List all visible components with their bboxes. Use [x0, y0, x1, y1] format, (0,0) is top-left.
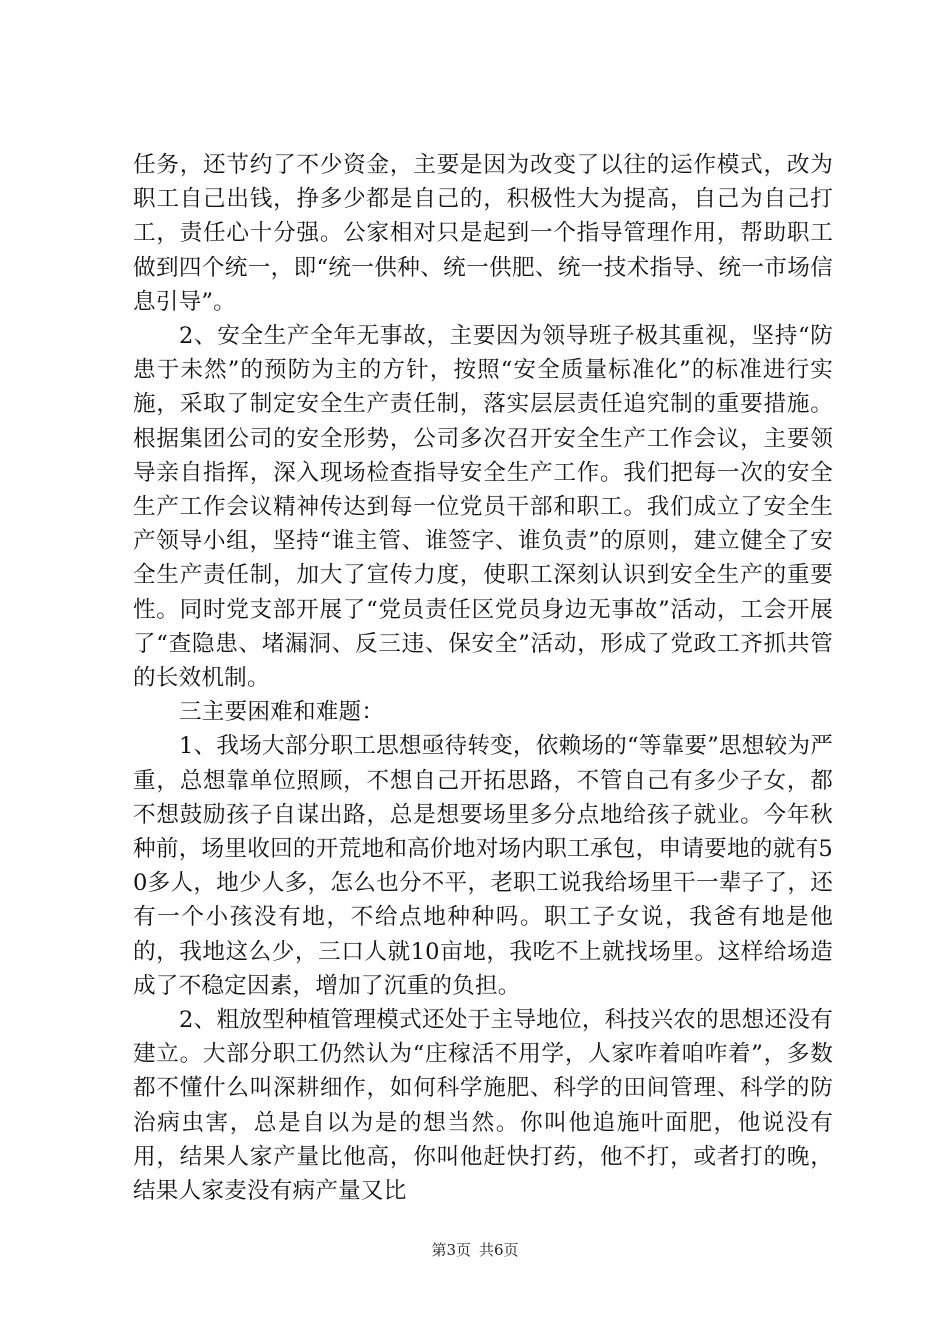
- paragraph-difficulty-2: 2、粗放型种植管理模式还处于主导地位，科技兴农的思想还没有建立。大部分职工仍然认为“庄稼活不用学，人家咋着咱咋着”，多数都不懂什么叫深耕细作，如何科学施肥、科学的田间管理、科学的防治病虫害，总是自以为是的想当然。你叫他追施叶面肥，他说没有用，结果人家产量比他高，你叫他赶快打药，他不打，或者打的晚，结果人家麦没有病产量又比: [133, 1007, 833, 1205]
- page-number: 第3页: [431, 1241, 471, 1259]
- section-heading-difficulties: 三主要困难和难题：: [179, 699, 385, 726]
- paragraph-difficulty-1: 1、我场大部分职工思想亟待转变，依赖场的“等靠要”思想较为严重，总想靠单位照顾，不想自己开拓思路，不管自己有多少子女，都不想鼓励孩子自谋出路，总是想要场里多分点地给孩子就业。今年秋种前，场里收回的开荒地和高价地对场内职工承包，申请要地的就有50多人，地少人多，怎么也分不平，老职工说我给场里干一辈子了，还有一个小孩没有地，不给点地种种吗。职工子女说，我爸有地是他的，我地这么少，三口人就10亩地，我吃不上就找场里。这样给场造成了不稳定因素，增加了沉重的负担。: [133, 733, 833, 999]
- page-total: 共6页: [479, 1241, 519, 1259]
- body-text: [133, 148, 833, 1208]
- paragraph-continuation: 任务，还节约了不少资金，主要是因为改变了以往的运作模式，改为职工自己出钱，挣多少都是自己的，积极性大为提高，自己为自己打工，责任心十分强。公家相对只是起到一个指导管理作用，帮助职工做到四个统一，即“统一供种、统一供肥、统一技术指导、统一市场信息引导”。: [133, 152, 833, 315]
- page-footer: [0, 1240, 950, 1260]
- paragraph-safety: 2、安全生产全年无事故，主要因为领导班子极其重视，坚持“防患于未然”的预防为主的方针，按照“安全质量标准化”的标准进行实施，采取了制定安全生产责任制，落实层层责任追究制的重要措施。根据集团公司的安全形势，公司多次召开安全生产工作会议，主要领导亲自指挥，深入现场检查指导安全生产工作。我们把每一次的安全生产工作会议精神传达到每一位党员干部和职工。我们成立了安全生产领导小组，坚持“谁主管、谁签字、谁负责”的原则，建立健全了安全生产责任制，加大了宣传力度，使职工深刻认识到安全生产的重要性。同时党支部开展了“党员责任区党员身边无事故”活动，工会开展了“查隐患、堵漏洞、反三违、保安全”活动，形成了党政工齐抓共管的长效机制。: [133, 323, 833, 692]
